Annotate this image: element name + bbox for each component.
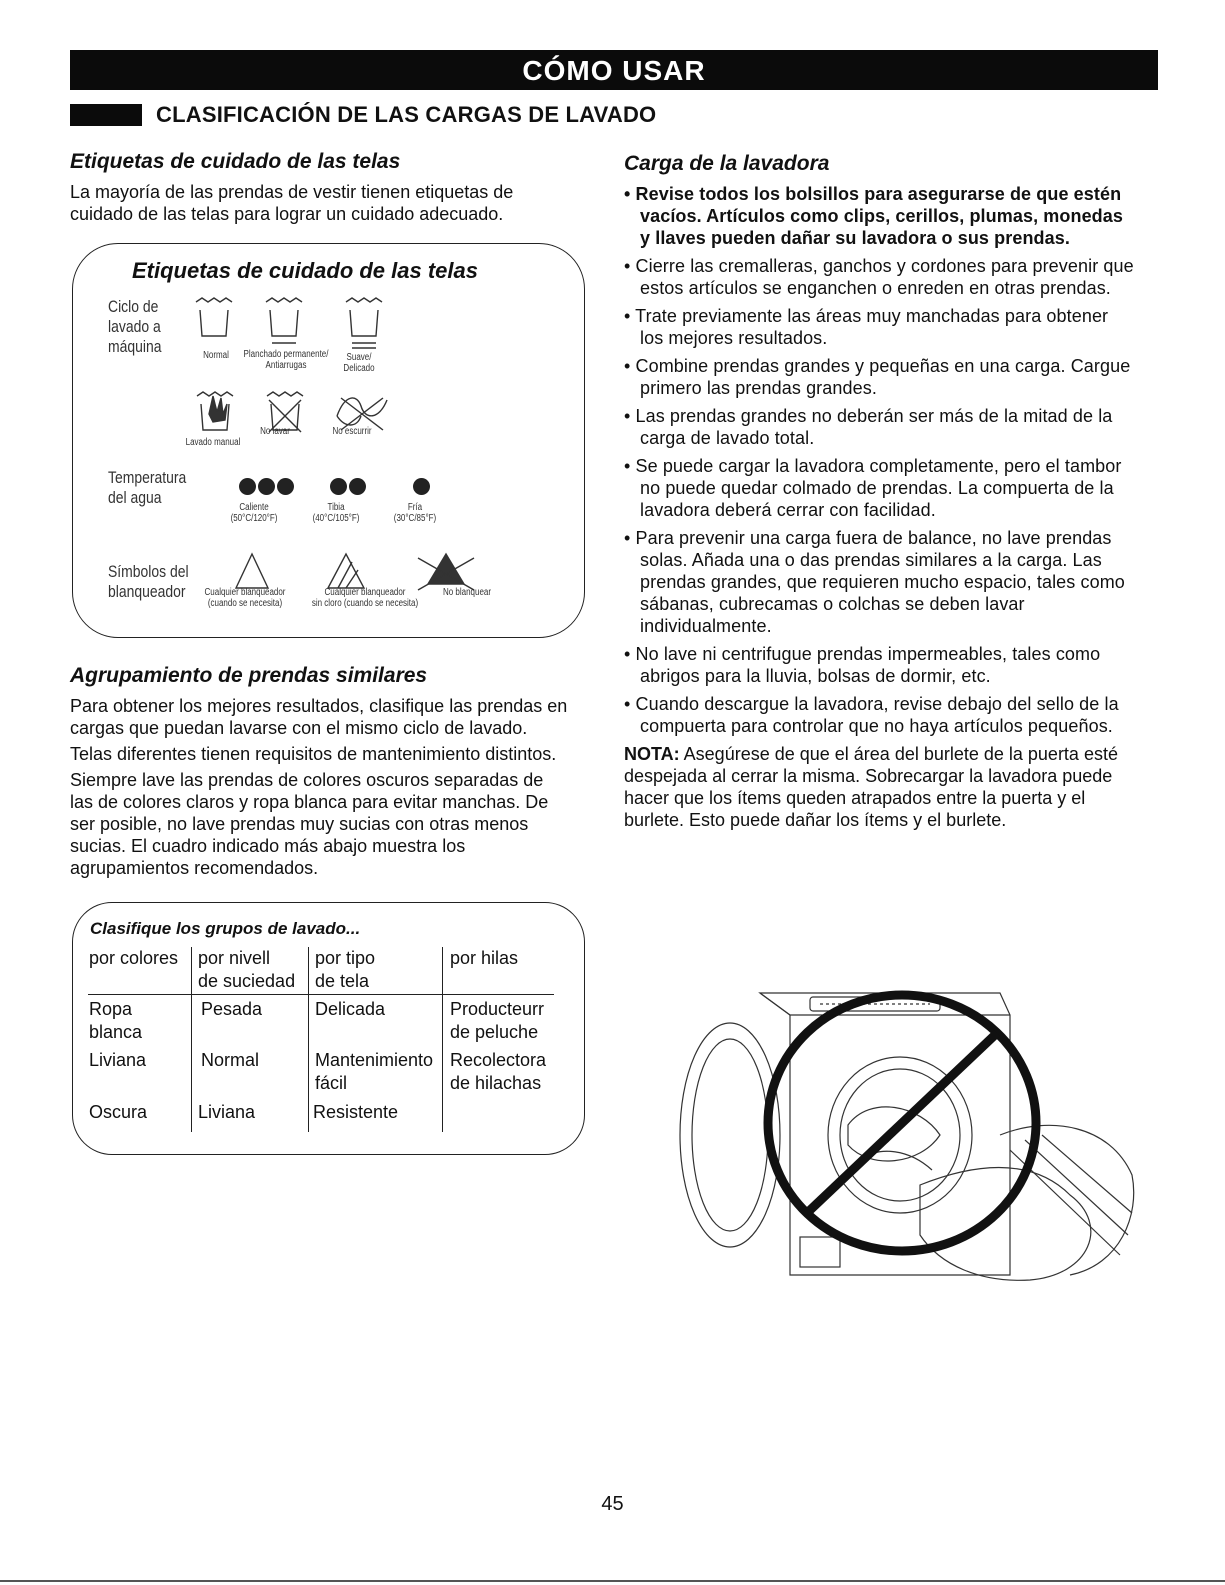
note-label: NOTA: <box>624 744 680 764</box>
care-labels-heading: Etiquetas de cuidado de las telas <box>70 150 401 173</box>
col-header-colors: por colores <box>89 948 179 968</box>
hand-wash-icon <box>197 392 233 430</box>
grouping-heading: Agrupamiento de prendas similares <box>70 664 428 687</box>
section-marker <box>70 104 142 126</box>
table-header-rule <box>88 994 554 995</box>
hot-label: Caliente (50°C/120°F) <box>230 502 278 524</box>
wash-normal-icon <box>196 298 232 336</box>
list-item: • Se puede cargar la lavadora completamente, pero el tambor no puede quedar colmado de prendas. La compuerta de la lavadora deberá cerrar con facilidad. <box>624 456 1122 520</box>
table-cell: Pesada <box>201 999 263 1019</box>
page-number: 45 <box>601 1493 624 1515</box>
no-wash-label: No lavar <box>260 426 290 437</box>
no-bleach-icon <box>418 554 474 590</box>
list-item: • Combine prendas grandes y pequeñas en una carga. Cargue primero las prendas grandes. <box>624 356 1131 398</box>
table-cell: Ropa blanca <box>89 999 143 1042</box>
table-divider <box>442 947 443 1132</box>
list-item: • Para prevenir una carga fuera de balance, no lave prendas solas. Añada una o das prendas similares a la carga. Las prendas grandes, que requieren mucho espacio, tales como sábanas, cubrecamas o colchas se deben lavar individualmente. <box>624 528 1125 636</box>
machine-cycle-label: Ciclo de lavado a máquina <box>108 297 162 356</box>
note-text: Asegúrese de que el área del burlete de la puerta esté despejada al cerrar la misma. Sobrecargar la lavadora puede hacer que los ítems queden atrapados entre la puerta y el burlete. Esto puede dañar los ítems y el burlete. <box>624 744 1118 830</box>
cold-label: Fría (30°C/85°F) <box>393 502 437 524</box>
water-temp-label: Temperatura del agua <box>108 468 187 507</box>
wash-groups-title: Clasifique los grupos de lavado... <box>90 919 361 938</box>
wash-permanent-press-icon <box>266 298 302 343</box>
table-divider <box>308 947 309 1132</box>
overloaded-washer-illustration <box>670 975 1140 1285</box>
no-wring-label: No escurrir <box>332 426 372 437</box>
bleach-symbols <box>228 550 508 592</box>
list-item: • Revise todos los bolsillos para asegurarse de que estén vacíos. Artículos como clips, cerillos, plumas, monedas y llaves pueden dañar su lavadora o sus prendas. <box>624 184 1123 248</box>
table-cell: Delicada <box>315 999 386 1019</box>
table-cell: Mantenimiento fácil <box>315 1050 434 1093</box>
machine-wash-symbols <box>190 296 400 354</box>
list-item: • No lave ni centrifugue prendas impermeables, tales como abrigos para la lluvia, bolsas de dormir, etc. <box>624 644 1101 686</box>
no-bleach-label: No blanquear <box>442 587 492 598</box>
permanent-press-label: Planchado permanente/ Antiarrugas <box>243 349 329 371</box>
section-title: CLASIFICACIÓN DE LAS CARGAS DE LAVADO <box>156 102 657 127</box>
loading-instructions <box>624 183 1136 831</box>
table-divider <box>191 947 192 1132</box>
list-item: • Trate previamente las áreas muy manchadas para obtener los mejores resultados. <box>624 306 1109 348</box>
hand-wash-label: Lavado manual <box>185 437 241 448</box>
any-bleach-icon <box>236 554 268 588</box>
non-chlorine-bleach-label: Cualquier blanqueador sin cloro (cuando se necesita) <box>311 587 419 609</box>
table-cell: Producteurr de peluche <box>450 999 545 1042</box>
care-labels-intro: La mayoría de las prendas de vestir tienen etiquetas de cuidado de las telas para lograr un cuidado adecuado. <box>70 182 514 224</box>
bleach-symbols-label: Símbolos del blanqueador <box>108 562 189 601</box>
table-cell: Resistente <box>313 1102 399 1122</box>
any-bleach-label: Cualquier blanqueador (cuando se necesita) <box>204 587 286 609</box>
note-paragraph <box>624 743 1136 831</box>
gentle-label: Suave/ Delicado <box>343 352 375 374</box>
list-item: • Las prendas grandes no deberán ser más de la mitad de la carga de lavado total. <box>624 406 1113 448</box>
bottom-rule <box>0 1580 1225 1582</box>
col-header-fabric: por tipo de tela <box>315 948 376 991</box>
table-cell: Recolectora de hilachas <box>450 1050 547 1093</box>
non-chlorine-bleach-icon <box>328 554 364 588</box>
col-header-lint: por hilas <box>450 948 519 968</box>
loading-heading: Carga de la lavadora <box>624 152 830 175</box>
table-cell: Liviana <box>89 1050 147 1070</box>
grouping-paragraph-2: Telas diferentes tienen requisitos de mantenimiento distintos. <box>70 744 557 764</box>
table-cell: Liviana <box>198 1102 256 1122</box>
care-symbols-title: Etiquetas de cuidado de las telas <box>132 258 478 283</box>
wash-gentle-icon <box>346 298 382 348</box>
warm-label: Tibia (40°C/105°F) <box>312 502 360 524</box>
table-cell: Normal <box>201 1050 260 1070</box>
col-header-soil: por nivell de suciedad <box>198 948 296 991</box>
page-header: CÓMO USAR <box>70 50 1158 90</box>
grouping-paragraph-1: Para obtener los mejores resultados, clasifique las prendas en cargas que puedan lavarse con el mismo ciclo de lavado. <box>70 696 568 738</box>
list-item: • Cuando descargue la lavadora, revise debajo del sello de la compuerta para controlar que no haya artículos pequeños. <box>624 694 1119 736</box>
normal-label: Normal <box>203 350 229 361</box>
list-item: • Cierre las cremalleras, ganchos y cordones para prevenir que estos artículos se enganchen o enreden en otras prendas. <box>624 256 1134 298</box>
table-cell: Oscura <box>89 1102 148 1122</box>
grouping-paragraph-3: Siempre lave las prendas de colores oscuros separadas de las de colores claros y ropa blanca para evitar manchas. De ser posible, no lave prendas muy sucias con otras menos sucias. El cuadro indicado más abajo muestra los agrupamientos recomendados. <box>70 770 549 878</box>
